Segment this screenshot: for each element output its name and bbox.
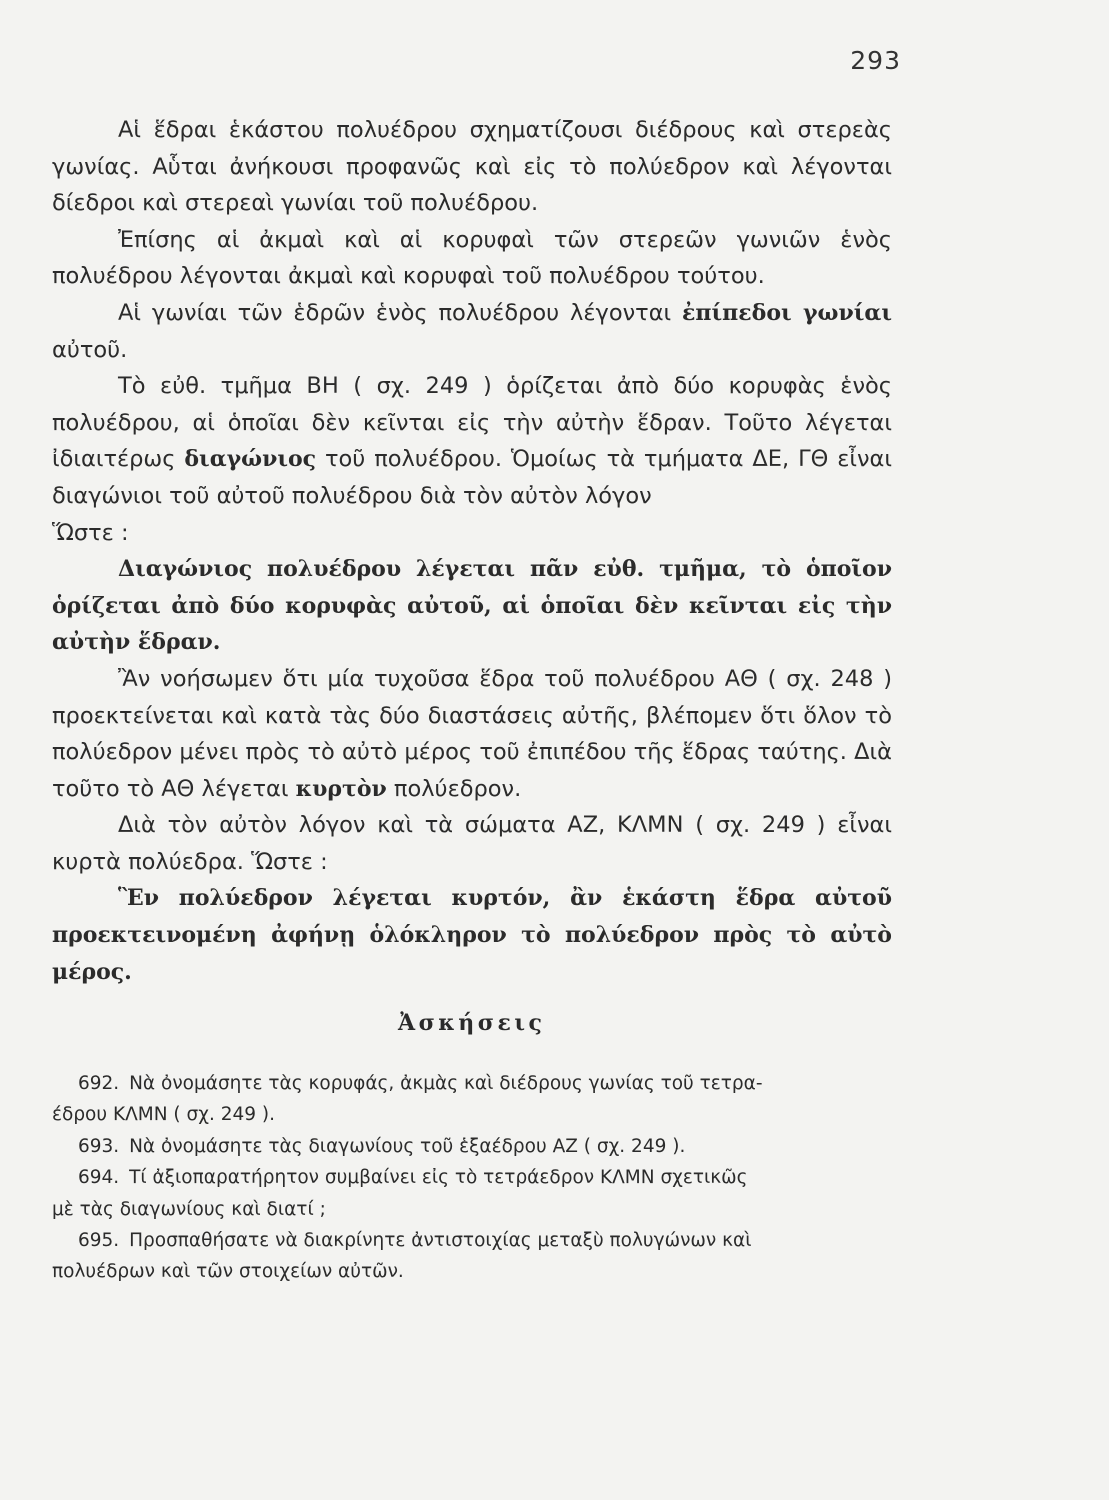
exercise-text: Νὰ ὀνομάσητε τὰς κορυφάς, ἀκμὰς καὶ διέδρους γωνίας τοῦ τετρα- xyxy=(129,1073,763,1094)
exercise-text: Προσπαθήσατε νὰ διακρίνητε ἀντιστοιχίας μεταξὺ πολυγώνων καὶ xyxy=(129,1230,752,1252)
paragraph xyxy=(52,661,892,807)
page-number: 293 xyxy=(850,46,901,75)
exercise-text-cont: έδρου ΚΛΜΝ ( σχ. 249 ). xyxy=(52,1104,275,1126)
text: Ἂν νοήσωμεν ὅτι μία τυχοῦσα ἕδρα τοῦ πολυέδρου ΑΘ ( σχ. 248 ) προεκτείνεται καὶ κατὰ τὰς δύο διαστάσεις αὐτῆς, βλέπομεν ὅτι ὅλον τὸ πολύεδρον μένει πρὸς τὸ αὐτὸ μέρος τοῦ ἐπιπέδου τῆς ἕδρας ταύτης. Διὰ τοῦτο τὸ ΑΘ λέγεται xyxy=(52,665,892,802)
exercise-text: Τί ἀξιοπαρατήρητον συμβαίνει εἰς τὸ τετράεδρον ΚΛΜΝ σχετικῶς xyxy=(129,1167,748,1189)
exercises-list xyxy=(52,1068,892,1288)
term-diagonal: διαγώνιος xyxy=(184,446,317,473)
paragraph: Ὥστε : xyxy=(52,519,129,546)
text: Αἱ γωνίαι τῶν ἑδρῶν ἑνὸς πολυέδρου λέγονται xyxy=(118,299,683,326)
definition-diagonal: Διαγώνιος πολυέδρου λέγεται πᾶν εὐθ. τμῆμα, τὸ ὁποῖον ὁρίζεται ἀπὸ δύο κορυφὰς αὐτοῦ, αἱ ὁποῖαι δὲν κεῖνται εἰς τὴν αὐτὴν ἕδραν. xyxy=(52,556,892,656)
text: πολύεδρον. xyxy=(386,775,522,802)
paragraph: Διὰ τὸν αὐτὸν λόγον καὶ τὰ σώματα ΑΖ, ΚΛΜΝ ( σχ. 249 ) εἶναι κυρτὰ πολύεδρα. Ὥστε : xyxy=(52,812,892,875)
paragraph xyxy=(52,295,892,368)
paragraph xyxy=(52,368,892,514)
text: τοῦ πολυέδρου. Ὁμοίως τὰ τμήματα ΔΕ, ΓΘ εἶναι διαγώνιοι τοῦ αὐτοῦ πολυέδρου διὰ τὸν αὐτὸν λόγον xyxy=(52,446,892,509)
text: Τὸ εὐθ. τμῆμα ΒΗ ( σχ. 249 ) ὁρίζεται ἀπὸ δύο κορυφὰς ἑνὸς πολυέδρου, αἱ ὁποῖαι δὲν κεῖνται εἰς τὴν αὐτὴν ἕδραν. Τοῦτο λέγεται ἰδιαιτέρως xyxy=(52,373,892,473)
exercise-number: 695. xyxy=(78,1230,120,1252)
exercise-number: 692. xyxy=(78,1073,120,1094)
term-convex: κυρτὸν xyxy=(295,775,387,802)
term-planar-angles: ἐπίπεδοι γωνίαι xyxy=(682,299,892,326)
exercises-heading: Ἀσκήσεις xyxy=(398,1010,546,1036)
exercise-number: 694. xyxy=(78,1167,120,1189)
main-text xyxy=(52,112,892,990)
exercise-number: 693. xyxy=(78,1135,120,1157)
paragraph: Αἱ ἕδραι ἑκάστου πολυέδρου σχηματίζουσι διέδρους καὶ στερεὰς γωνίας. Αὗται ἀνήκουσι προφανῶς καὶ εἰς τὸ πολύεδρον καὶ λέγονται δίεδροι καὶ στερεαὶ γωνίαι τοῦ πολυέδρου. xyxy=(52,117,892,217)
exercise-item xyxy=(52,1225,892,1288)
exercise-item xyxy=(78,1131,892,1162)
exercise-item xyxy=(52,1162,892,1225)
text: αὐτοῦ. xyxy=(52,336,128,363)
exercise-text-cont: μὲ τὰς διαγωνίους καὶ διατί ; xyxy=(52,1198,326,1220)
paragraph: Ἐπίσης αἱ ἀκμαὶ καὶ αἱ κορυφαὶ τῶν στερεῶν γωνιῶν ἑνὸς πολυέδρου λέγονται ἀκμαὶ καὶ κορυφαὶ τοῦ πολυέδρου τούτου. xyxy=(52,226,892,290)
exercise-item xyxy=(52,1068,892,1131)
definition-convex: Ἓν πολύεδρον λέγεται κυρτόν, ἂν ἑκάστη ἕδρα αὐτοῦ προεκτεινομένη ἀφήνῃ ὁλόκληρον τὸ πολύεδρον πρὸς τὸ αὐτὸ μέρος. xyxy=(52,885,892,985)
exercise-text: Νὰ ὀνομάσητε τὰς διαγωνίους τοῦ ἑξαέδρου ΑΖ ( σχ. 249 ). xyxy=(129,1135,686,1157)
exercise-text-cont: πολυέδρων καὶ τῶν στοιχείων αὐτῶν. xyxy=(52,1261,404,1283)
